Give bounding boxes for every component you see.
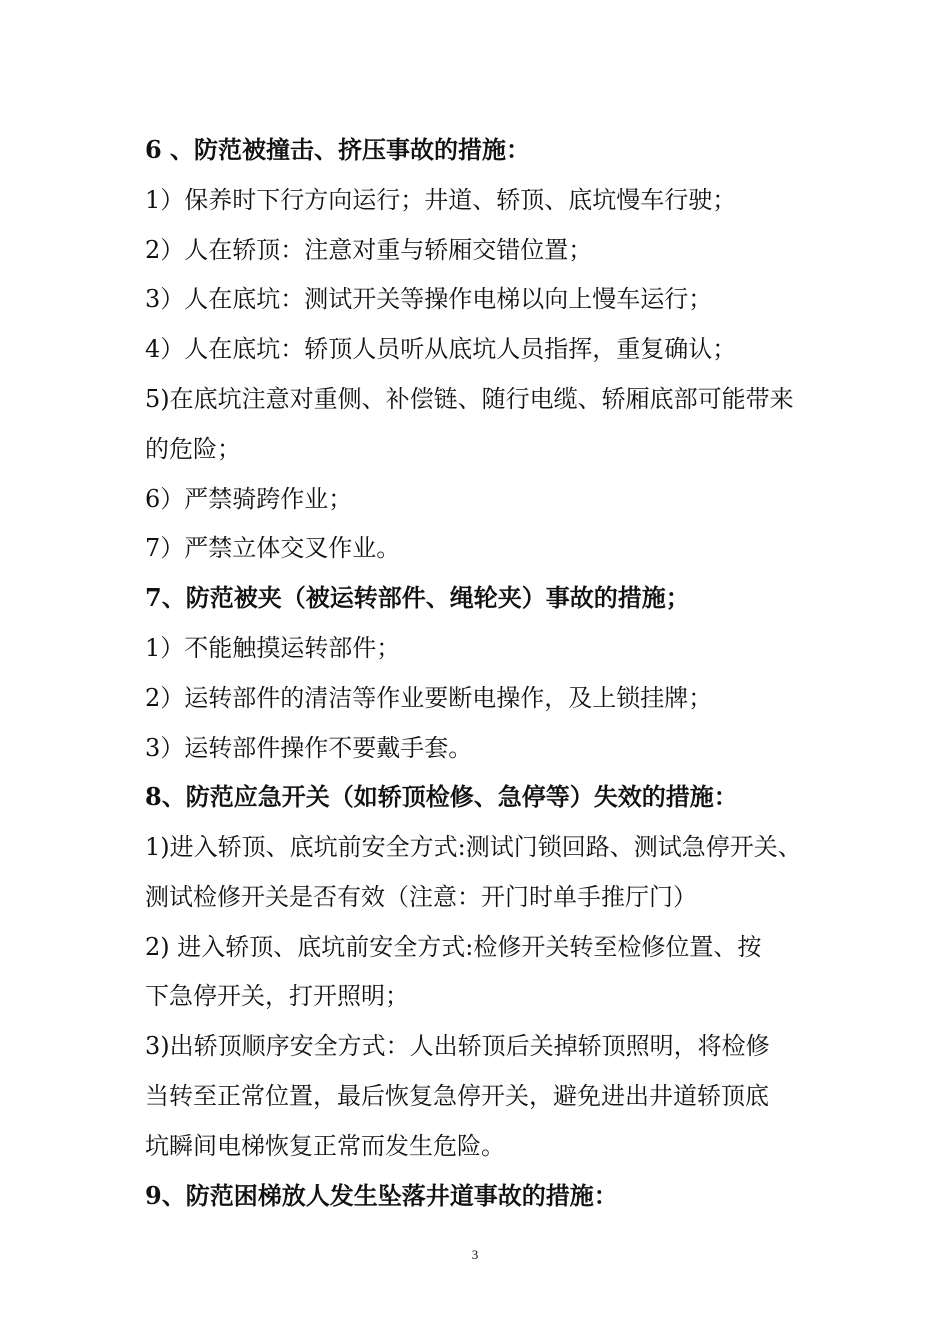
section-6-item-7: 7）严禁立体交叉作业。	[145, 534, 401, 562]
section-7-item-2: 2）运转部件的清洁等作业要断电操作，及上锁挂牌；	[145, 684, 713, 712]
section-6-heading: 6 、防范被撞击、挤压事故的措施：	[145, 135, 531, 164]
section-6-item-5: 5)在底坑注意对重侧、补偿链、随行电缆、轿厢底部可能带来	[145, 385, 794, 413]
section-6-item-5-continued: 的危险；	[145, 435, 241, 463]
section-8-item-1: 1)进入轿顶、底坑前安全方式:测试门锁回路、测试急停开关、	[145, 833, 802, 861]
section-8-item-3-continued-1: 当转至正常位置，最后恢复急停开关，避免进出井道轿顶底	[145, 1082, 769, 1110]
section-8-item-2: 2) 进入轿顶、底坑前安全方式:检修开关转至检修位置、按	[145, 933, 762, 961]
section-6-item-2: 2）人在轿顶：注意对重与轿厢交错位置；	[145, 236, 593, 264]
section-6-item-3: 3）人在底坑：测试开关等操作电梯以向上慢车运行；	[145, 285, 713, 313]
section-7-item-3: 3）运转部件操作不要戴手套。	[145, 734, 473, 762]
section-7-heading: 7、防范被夹（被运转部件、绳轮夹）事故的措施；	[145, 583, 690, 612]
section-8-heading: 8、防范应急开关（如轿顶检修、急停等）失效的措施：	[145, 782, 738, 811]
section-6-item-6: 6）严禁骑跨作业；	[145, 485, 353, 513]
page-number: 3	[471, 1247, 479, 1262]
section-7-item-1: 1）不能触摸运转部件；	[145, 634, 401, 662]
section-8-item-3-continued-2: 坑瞬间电梯恢复正常而发生危险。	[145, 1132, 505, 1160]
section-9-heading: 9、防范困梯放人发生坠落井道事故的措施：	[145, 1181, 618, 1210]
section-6-item-1: 1）保养时下行方向运行；井道、轿顶、底坑慢车行驶；	[145, 186, 737, 214]
section-8-item-2-continued: 下急停开关，打开照明；	[145, 982, 409, 1010]
section-6-item-4: 4）人在底坑：轿顶人员听从底坑人员指挥，重复确认；	[145, 335, 737, 363]
section-8-item-1-continued: 测试检修开关是否有效（注意：开门时单手推厅门）	[145, 883, 697, 911]
section-8-item-3: 3)出轿顶顺序安全方式：人出轿顶后关掉轿顶照明，将检修	[145, 1032, 770, 1060]
